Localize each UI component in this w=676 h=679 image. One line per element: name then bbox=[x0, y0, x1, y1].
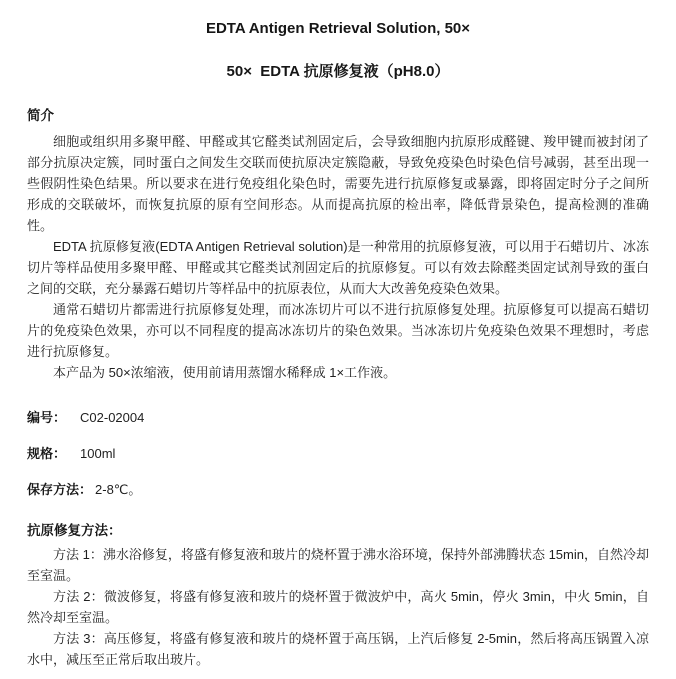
storage-value: 2-8℃。 bbox=[95, 482, 142, 497]
title-chinese: 50× EDTA 抗原修复液（pH8.0） bbox=[226, 63, 450, 80]
product-fields bbox=[27, 407, 649, 500]
specification-label: 规格： bbox=[27, 446, 67, 461]
field-catalog-number bbox=[27, 407, 649, 428]
section-intro bbox=[27, 107, 649, 383]
method-1: 方法 1：沸水浴修复，将盛有修复液和玻片的烧杯置于沸水浴环境，保持外部沸腾状态 15min，自然冷却至室温。 bbox=[27, 547, 649, 583]
methods-body bbox=[27, 544, 649, 670]
intro-paragraph-2: EDTA 抗原修复液(EDTA Antigen Retrieval solution)是一种常用的抗原修复液，可以用于石蜡切片、冰冻切片等样品使用多聚甲醛、甲醛或其它醛类试剂固定后的抗原修复。可以有效去除醛类固定试剂导致的蛋白之间的交联，充分暴露石蜡切片等样品中的抗原表位，从而大大改善免疫染色效果。 bbox=[27, 239, 649, 296]
method-2: 方法 2：微波修复，将盛有修复液和玻片的烧杯置于微波炉中，高火 5min，停火 3min，中火 5min，自然冷却至室温。 bbox=[27, 589, 649, 625]
section-methods bbox=[27, 522, 649, 670]
intro-paragraph-4: 本产品为 50×浓缩液，使用前请用蒸馏水稀释成 1×工作液。 bbox=[53, 365, 397, 380]
intro-body bbox=[27, 131, 649, 383]
catalog-number-label: 编号： bbox=[27, 410, 67, 425]
title-english: EDTA Antigen Retrieval Solution, 50× bbox=[205, 20, 471, 37]
specification-value: 100ml bbox=[80, 446, 116, 461]
field-specification bbox=[27, 443, 649, 464]
intro-paragraph-1: 细胞或组织用多聚甲醛、甲醛或其它醛类试剂固定后，会导致细胞内抗原形成醛键、羧甲键而被封闭了部分抗原决定簇，同时蛋白之间发生交联而使抗原决定簇隐蔽，导致免疫染色时染色信号减弱，甚至出现一些假阴性染色结果。所以要求在进行免疫组化染色时，需要先进行抗原修复或暴露，即将固定时分子之间所形成的交联破坏，而恢复抗原的原有空间形态。从而提高抗原的检出率，降低背景染色，提高检测的准确性。 bbox=[27, 134, 649, 233]
intro-paragraph-3: 通常石蜡切片都需进行抗原修复处理，而冰冻切片可以不进行抗原修复处理。抗原修复可以提高石蜡切片的免疫染色效果，亦可以不同程度的提高冰冻切片的染色效果。当冰冻切片免疫染色效果不理想时，考虑进行抗原修复。 bbox=[27, 302, 649, 359]
intro-heading: 简介 bbox=[27, 108, 54, 123]
methods-heading: 抗原修复方法： bbox=[27, 523, 122, 538]
method-3: 方法 3：高压修复，将盛有修复液和玻片的烧杯置于高压锅，上汽后修复 2-5min，然后将高压锅置入凉水中，减压至正常后取出玻片。 bbox=[27, 631, 649, 667]
field-storage bbox=[27, 479, 649, 500]
storage-label: 保存方法： bbox=[27, 482, 93, 497]
catalog-number-value: C02-02004 bbox=[80, 410, 145, 425]
